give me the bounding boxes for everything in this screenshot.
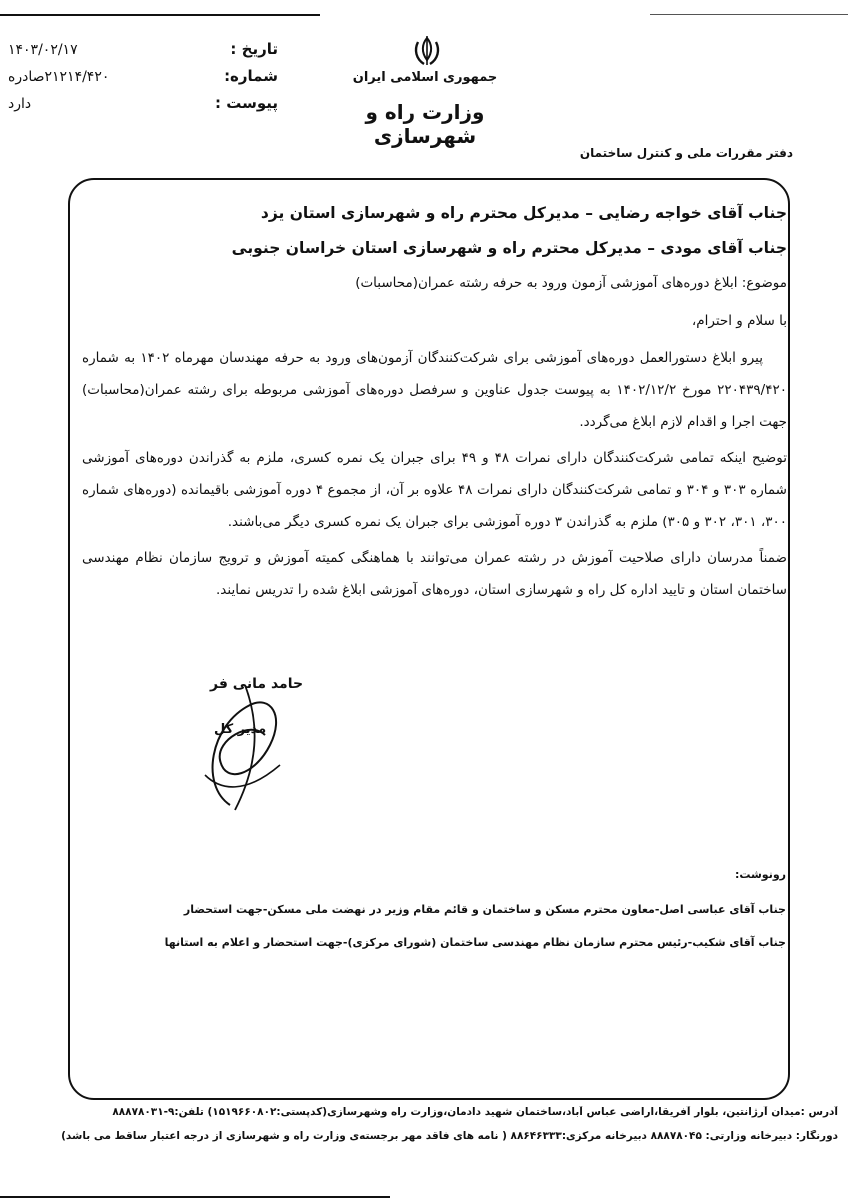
- number-label: شماره:: [224, 67, 278, 85]
- addressee-2: جناب آقای مودی – مدیرکل محترم راه و شهرسازی استان خراسان جنوبی: [231, 239, 787, 257]
- attachment-label: پیوست :: [214, 94, 278, 112]
- cc-line: جناب آقای شکیب-رئیس محترم سازمان نظام مهندسی ساختمان (شورای مرکزی)-جهت استحضار و اعلام به استانها: [164, 936, 786, 949]
- signatory-name: حامد مانی فر: [210, 676, 304, 692]
- date-label: تاریخ :: [230, 40, 278, 58]
- paragraph-2: توضیح اینکه تمامی شرکت‌کنندگان دارای نمرات ۴۸ و ۴۹ برای جبران یک نمره کسری، ملزم به گذراندن دوره‌های آموزشی شماره ۳۰۳ و ۳۰۴ و تمامی شرکت‌کنندگان دارای نمرات ۴۸ علاوه بر آن، از مجموع ۴ دوره آموزشی باقیمانده (دوره‌های شماره ۳۰۰، ۳۰۱، ۳۰۲ و ۳۰۵) ملزم به گذراندن ۳ دوره آموزشی برای جبران یک نمره کسری دیگر می‌باشند.: [82, 450, 788, 530]
- date-row: [8, 40, 278, 67]
- cc-line: جناب آقای عباسی اصل-معاون محترم مسکن و ساختمان و قائم مقام وزیر در نهضت ملی مسکن-جهت استحضار: [183, 903, 786, 916]
- attachment-value: دارد: [8, 96, 32, 112]
- footer-fax: دورنگار: دبیرخانه وزارتی: ۸۸۸۷۸۰۴۵ دبیرخانه مرکزی:۸۸۶۴۶۳۳۳ ( نامه های فاقد مهر برجسته‌ی وزارت راه و شهرسازی از درجه اعتبار ساقط می باشد): [61, 1130, 838, 1142]
- top-rule-right: [650, 14, 848, 15]
- footer-address: آدرس :میدان آرژانتین، بلوار آفریقا،اراضی عباس آباد،ساختمان شهید دادمان،وزارت راه وشهرسازی(کدپستی:۱۵۱۹۶۶۰۸۰۲) تلفن:۹-۸۸۸۷۸۰۳۱: [112, 1106, 838, 1118]
- top-rule: [0, 14, 320, 16]
- iran-emblem-icon: [410, 34, 444, 68]
- paragraph-3: ضمناً مدرسان دارای صلاحیت آموزش در رشته عمران می‌توانند با هماهنگی کمیته آموزش و ترویج سازمان نظام مهندسی ساختمان استان و تایید اداره کل راه و شهرسازی استان، دوره‌های آموزشی ابلاغ شده را تدریس نمایند.: [82, 550, 787, 598]
- addressee-1: جناب آقای خواجه رضایی – مدیرکل محترم راه و شهرسازی استان یزد: [260, 204, 787, 222]
- number-value: ۲۱۲۱۴/۴۲۰صادره: [8, 69, 110, 85]
- ministry-name: وزارت راه و شهرسازی: [365, 100, 485, 148]
- attachment-row: [8, 94, 278, 121]
- signatory-title: مدیر کل: [214, 722, 267, 737]
- letter-body: [82, 196, 787, 606]
- handwritten-signature: [190, 665, 300, 815]
- government-name: جمهوری اسلامی ایران: [352, 70, 498, 85]
- number-row: [8, 67, 278, 94]
- greeting: با سلام و احترام،: [691, 313, 787, 329]
- carbon-copy: [81, 868, 786, 969]
- letter-meta: [8, 40, 278, 121]
- cc-title: رونوشت:: [734, 868, 786, 881]
- date-value: ۱۴۰۳/۰۲/۱۷: [8, 42, 78, 58]
- paragraph-1: پیرو ابلاغ دستورالعمل دوره‌های آموزشی برای شرکت‌کنندگان آزمون‌های ورود به حرفه مهندسان مهرماه ۱۴۰۲ به شماره ۲۲۰۴۳۹/۴۲۰ مورخ ۱۴۰۲/۱۲/۲ به پیوست جدول عناوین و سرفصل دوره‌های آموزشی مربوطه برای رشته عمران(محاسبات) جهت اجرا و اقدام لازم ابلاغ می‌گردد.: [82, 350, 787, 430]
- bottom-rule: [0, 1196, 390, 1198]
- office-name: دفتر مقررات ملی و کنترل ساختمان: [579, 146, 793, 160]
- subject-line: موضوع: ابلاغ دوره‌های آموزشی آزمون ورود به حرفه رشته عمران(محاسبات): [355, 275, 787, 291]
